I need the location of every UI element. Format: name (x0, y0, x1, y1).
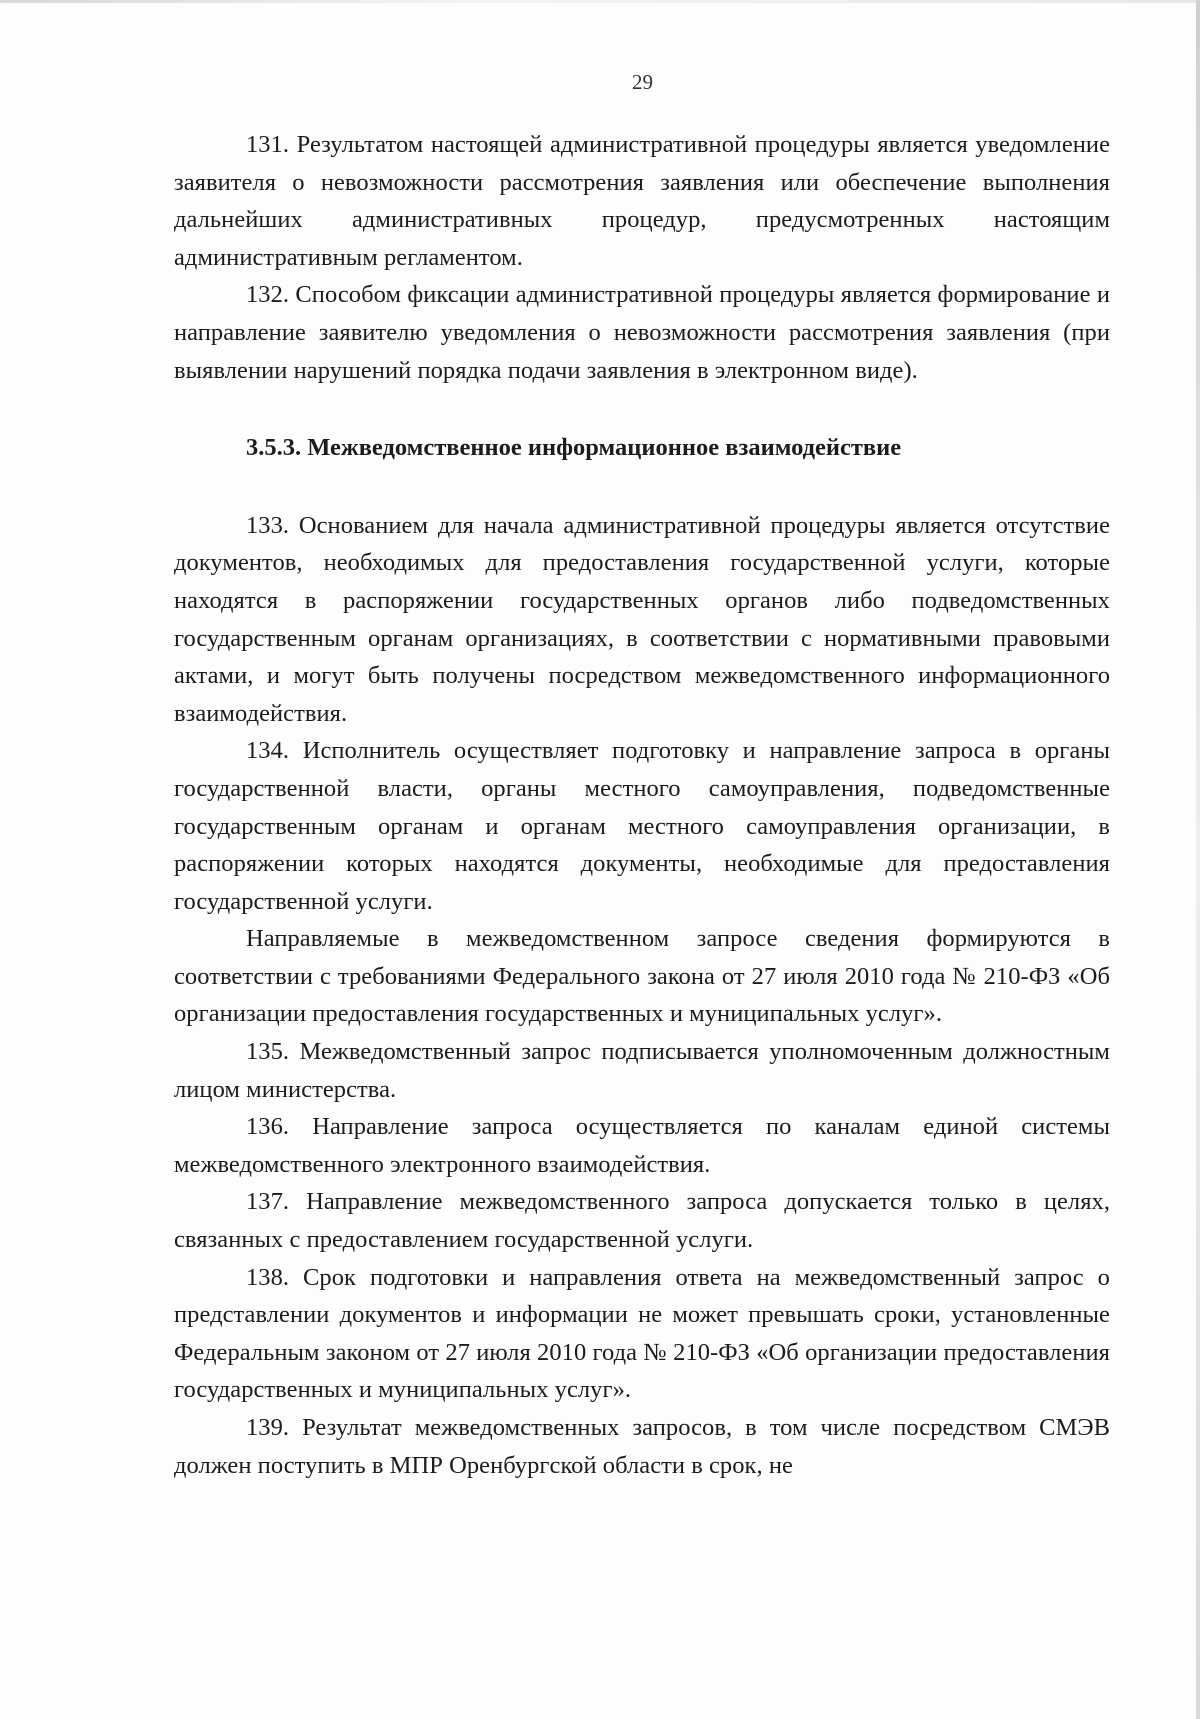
paragraph-139: 139. Результат межведомственных запросов, в том числе посредством СМЭВ должен поступить в МПР Оренбургской области в срок, не (174, 1414, 1110, 1479)
page-number: 29 (632, 70, 653, 94)
section-heading: 3.5.3. Межведомственное информационное взаимодействие (246, 434, 902, 462)
document-body (174, 126, 1110, 1484)
scan-edge-right (1196, 0, 1200, 1719)
paragraph-137: 137. Направление межведомственного запроса допускается только в целях, связанных с предоставлением государственной услуги. (174, 1188, 1110, 1254)
scan-edge-top (0, 0, 1200, 3)
paragraph-138: 138. Срок подготовки и направления ответа на межведомственный запрос о представлении документов и информации не может превышать сроки, установленные Федеральным законом от 27 июля 2010 года № 210-ФЗ «Об организации предоставления государственных и муниципальных услуг». (174, 1263, 1110, 1404)
paragraph-132: 132. Способом фиксации административной процедуры является формирование и направление заявителю уведомления о невозможности рассмотрения заявления (при выявлении нарушений порядка подачи заявления в электронном виде). (174, 281, 1110, 384)
paragraph-134: 134. Исполнитель осуществляет подготовку и направление запроса в органы государственной власти, органы местного самоуправления, подведомственные государственным органам и органам местного самоуправления организации, в распоряжении которых находятся документы, необходимые для предоставления государственной услуги. (174, 737, 1110, 915)
paragraph-131: 131. Результатом настоящей административной процедуры является уведомление заявителя о невозможности рассмотрения заявления или обеспечение выполнения дальнейших административных процедур, предусмотренных настоящим административным регламентом. (174, 131, 1110, 271)
paragraph-133: 133. Основанием для начала административной процедуры является отсутствие документов, необходимых для предоставления государственной услуги, которые находятся в распоряжении государственных органов либо подведомственных государственным органам организациях, в соответствии с нормативными правовыми актами, и могут быть получены посредством межведомственного информационного взаимодействия. (174, 511, 1110, 727)
paragraph-136: 136. Направление запроса осуществляется по каналам единой системы межведомственного электронного взаимодействия. (174, 1113, 1110, 1178)
paragraph-134-continuation: Направляемые в межведомственном запросе сведения формируются в соответствии с требованиями Федерального закона от 27 июля 2010 года № 210-ФЗ «Об организации предоставления государственных и муниципальных услуг». (174, 925, 1110, 1028)
paragraph-135: 135. Межведомственный запрос подписывается уполномоченным должностным лицом министерства. (174, 1038, 1110, 1103)
